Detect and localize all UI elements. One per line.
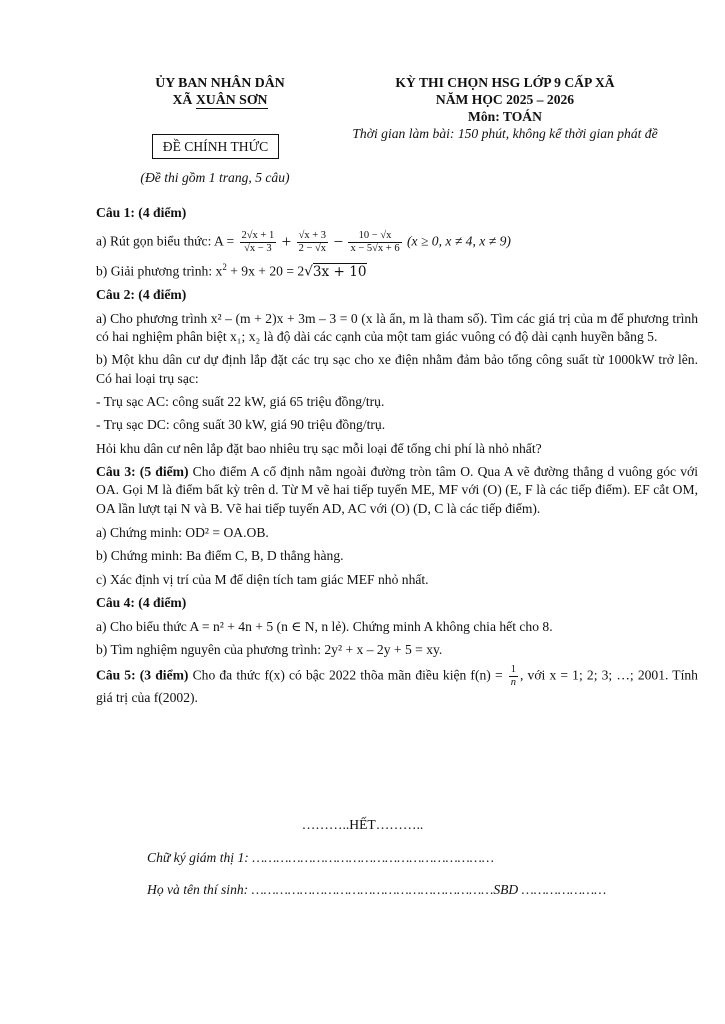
exam-time: Thời gian làm bài: 150 phút, không kể thời gian phát đề — [352, 126, 658, 141]
fraction-q5-den: n — [510, 677, 517, 689]
fraction-1 — [240, 230, 277, 255]
commune-prefix: XÃ — [172, 92, 196, 107]
commune-name — [120, 91, 320, 109]
q3-block — [96, 463, 698, 518]
fraction-3-num: 10 − √x — [348, 230, 401, 243]
minus-sign: − — [333, 232, 344, 252]
exam-note: (Đề thi gồm 1 trang, 5 câu) — [140, 170, 290, 185]
fraction-1-num: 2√x + 1 — [240, 230, 277, 243]
plus-sign: + — [281, 232, 292, 252]
q2-title: Câu 2: (4 điểm) — [96, 287, 187, 303]
q4-b: b) Tìm nghiệm nguyên của phương trình: 2y² + x – 2y + 5 = xy. — [96, 641, 443, 657]
square-exp: 2 — [222, 262, 227, 273]
q4-title: Câu 4: (4 điểm) — [96, 595, 187, 611]
official-label: ĐỀ CHÍNH THỨC — [152, 134, 279, 159]
candidate-name-line: Họ và tên thí sinh: ……………………………………………………SBD ………………… — [147, 882, 607, 897]
q2-ask: Hỏi khu dân cư nên lắp đặt bao nhiêu trụ sạc mỗi loại để tổng chi phí là nhỏ nhất? — [96, 440, 542, 456]
authority-name: ỦY BAN NHÂN DÂN — [155, 75, 285, 90]
q1-a-condition: (x ≥ 0, x ≠ 4, x ≠ 9) — [406, 234, 511, 250]
header-left — [120, 74, 320, 109]
fraction-1-over-n — [509, 664, 518, 689]
subject: Môn: TOÁN — [468, 109, 542, 124]
q3-intro: Cho điểm A cố định nằm ngoài đường tròn tâm O. Qua A vẽ đường thẳng d vuông góc với OA. Gọi M là điểm bất kỳ trên d. Từ M vẽ hai tiếp tuyến ME, MF với (O) (E, F là các tiếp điểm). EF cắt OM, OA lần lượt tại N và B. Vẽ hai tiếp tuyến AD, AC với (O) (D, C là các tiếp điểm). — [96, 464, 698, 516]
fraction-3 — [348, 230, 401, 255]
q5-title: Câu 5: (3 điểm) — [96, 667, 189, 683]
q3-b: b) Chứng minh: Ba điểm C, B, D thẳng hàng. — [96, 548, 344, 564]
commune-name-underlined: XUÂN SƠN — [195, 92, 268, 107]
q2-b: b) Một khu dân cư dự định lắp đặt các trụ sạc cho xe điện nhằm đảm bảo tổng công suất từ 1000kW trở lên. Có hai loại trụ sạc: — [96, 352, 698, 386]
header-right — [330, 74, 680, 142]
q5-block — [96, 664, 698, 707]
q3-c: c) Xác định vị trí của M để diện tích tam giác MEF nhỏ nhất. — [96, 571, 429, 587]
proctor-signature-line: Chữ ký giám thị 1: …………………………………………………… — [147, 850, 494, 865]
q1-a — [96, 230, 698, 255]
q4-a: a) Cho biểu thức A = n² + 4n + 5 (n ∈ N, n lẻ). Chứng minh A không chia hết cho 8. — [96, 618, 553, 634]
q1-title: Câu 1: (4 điểm) — [96, 205, 187, 220]
q2-ac: - Trụ sạc AC: công suất 22 kW, giá 65 triệu đồng/trụ. — [96, 394, 385, 410]
q3-title: Câu 3: (5 điểm) — [96, 464, 189, 480]
fraction-q5-num: 1 — [509, 664, 518, 677]
q3-a: a) Chứng minh: OD² = OA.OB. — [96, 525, 269, 541]
q2-a: a) Cho phương trình x² – (m + 2)x + 3m – 3 = 0 (x là ẩn, m là tham số). Tìm các giá trị của m để phương trình có hai nghiệm phân biệt x₁; x₂ là độ dài các cạnh của một tam giác vuông có độ dài cạnh huyền bằng 5. — [96, 310, 698, 345]
exam-title: KỲ THI CHỌN HSG LỚP 9 CẤP XÃ — [395, 75, 615, 90]
school-year: NĂM HỌC 2025 – 2026 — [435, 92, 575, 107]
q1-b — [96, 261, 698, 281]
exam-content — [96, 204, 698, 713]
q2-dc: - Trụ sạc DC: công suất 30 kW, giá 90 triệu đồng/trụ. — [96, 417, 386, 433]
fraction-1-den: √x − 3 — [244, 243, 272, 255]
fraction-2 — [297, 230, 328, 255]
fraction-2-den: 2 − √x — [298, 243, 327, 255]
fraction-2-num: √x + 3 — [297, 230, 328, 243]
end-marker: ………..HẾT……….. — [301, 817, 424, 832]
fraction-3-den: x − 5√x + 6 — [350, 243, 400, 255]
q1-a-prefix: a) Rút gọn biểu thức: A = — [96, 234, 235, 250]
q5-text-pre: Cho đa thức f(x) có bậc 2022 thõa mãn điều kiện f(n) = — [188, 667, 503, 683]
q1-b-prefix: b) Giải phương trình: x — [96, 264, 223, 279]
q1-b-mid: + 9x + 20 = 2 — [226, 264, 305, 279]
q5-text-post: , với x = 1; 2; 3; …; 2001. Tính giá trị của f(2002). — [96, 667, 698, 706]
q1-b-radicand: 3x + 10 — [312, 264, 367, 280]
sqrt-sign: √ — [304, 264, 313, 280]
